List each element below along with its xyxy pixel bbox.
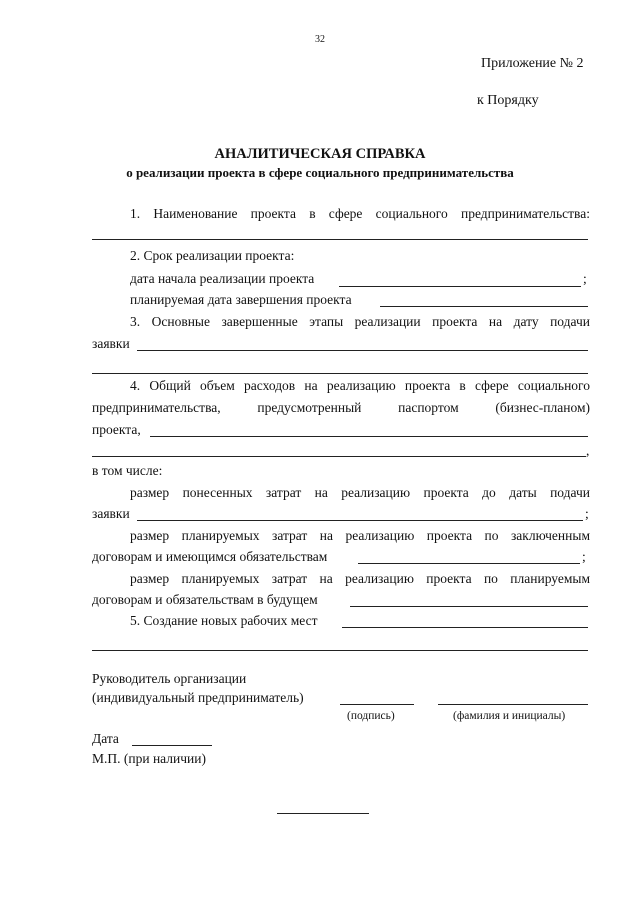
costs-future-line2: договорам и обязательствам в будущем: [92, 592, 318, 607]
costs-contracts-field[interactable]: [358, 563, 580, 564]
costs-incurred-line1: размер понесенных затрат на реализацию проекта до даты подачи: [130, 485, 590, 500]
item-5-field-line2[interactable]: [92, 650, 588, 651]
date-field[interactable]: [132, 745, 212, 746]
signature-field[interactable]: [340, 704, 414, 705]
item-3-label-line1: 3. Основные завершенные этапы реализации проекта на дату подачи: [130, 314, 590, 329]
name-caption: (фамилия и инициалы): [453, 710, 566, 722]
item-4-field-line1[interactable]: [150, 436, 588, 437]
including-label: в том числе:: [92, 463, 163, 478]
costs-contracts-semicolon: ;: [582, 549, 586, 564]
costs-incurred-semicolon: ;: [585, 506, 589, 521]
end-date-label: планируемая дата завершения проекта: [130, 292, 352, 307]
item-3-field-line1[interactable]: [137, 350, 588, 351]
signature-caption: (подпись): [347, 710, 395, 722]
document-title: АНАЛИТИЧЕСКАЯ СПРАВКА: [214, 146, 426, 162]
costs-incurred-line2: заявки: [92, 506, 130, 521]
item-4-label-line3: проекта,: [92, 422, 141, 437]
date-label: Дата: [92, 731, 119, 746]
item-1-label: 1. Наименование проекта в сфере социального предпринимательства:: [130, 206, 590, 221]
item-1-field[interactable]: [92, 239, 588, 240]
name-field[interactable]: [438, 704, 588, 705]
costs-future-field[interactable]: [350, 606, 588, 607]
end-date-field[interactable]: [380, 306, 588, 307]
item-2-label: 2. Срок реализации проекта:: [130, 248, 295, 263]
item-4-comma: ,: [586, 443, 590, 458]
item-4-label-line1: 4. Общий объем расходов на реализацию проекта в сфере социального: [130, 378, 590, 393]
item-5-label: 5. Создание новых рабочих мест: [130, 613, 318, 628]
page-number: 32: [315, 34, 325, 45]
appendix-label: Приложение № 2: [481, 56, 584, 71]
costs-future-line1: размер планируемых затрат на реализацию проекта по планируемым: [130, 571, 590, 586]
item-3-label-line2: заявки: [92, 336, 130, 351]
item-3-field-line2[interactable]: [92, 373, 588, 374]
document-subtitle: о реализации проекта в сфере социального предпринимательства: [126, 165, 514, 180]
costs-incurred-field[interactable]: [137, 520, 583, 521]
start-date-field[interactable]: [339, 286, 581, 287]
to-order-label: к Порядку: [477, 93, 539, 108]
costs-contracts-line2: договорам и имеющимся обязательствам: [92, 549, 328, 564]
item-4-label-line2: предпринимательства, предусмотренный паспортом (бизнес-планом): [92, 400, 590, 415]
end-divider: [277, 813, 369, 814]
item-4-field-line2[interactable]: [92, 456, 586, 457]
stamp-label: М.П. (при наличии): [92, 751, 206, 766]
head-label-line1: Руководитель организации: [92, 671, 247, 686]
start-date-semicolon: ;: [583, 271, 587, 286]
item-5-field-line1[interactable]: [342, 627, 588, 628]
start-date-label: дата начала реализации проекта: [130, 271, 315, 286]
head-label-line2: (индивидуальный предприниматель): [92, 690, 304, 705]
costs-contracts-line1: размер планируемых затрат на реализацию проекта по заключенным: [130, 528, 590, 543]
